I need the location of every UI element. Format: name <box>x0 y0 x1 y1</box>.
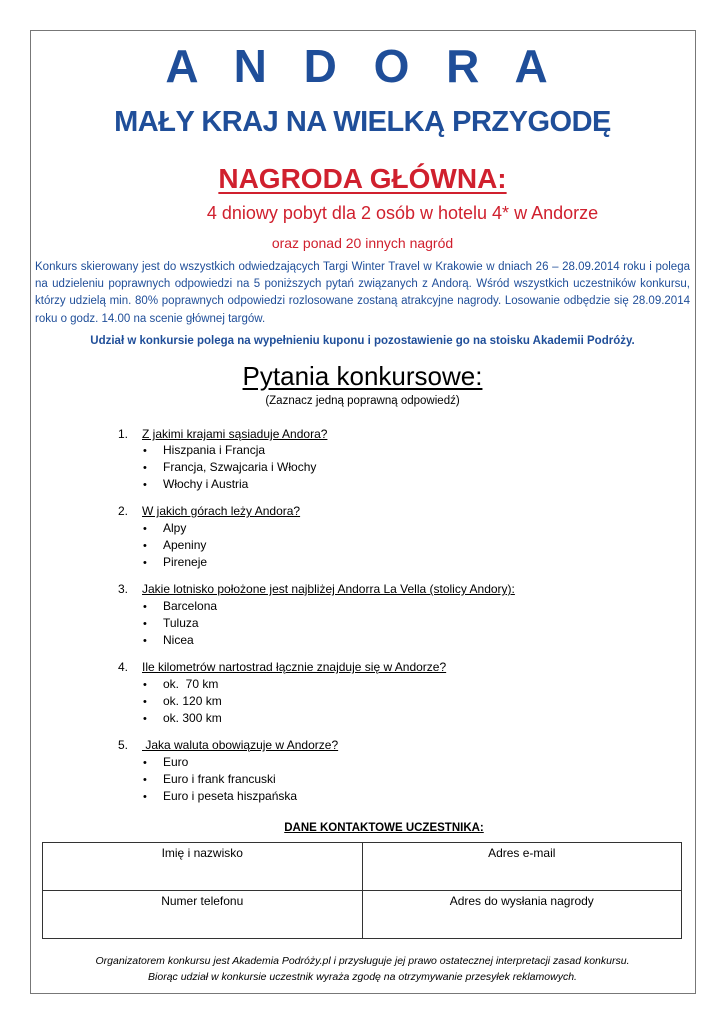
bullet-icon: • <box>143 713 147 725</box>
bullet-icon: • <box>143 791 147 803</box>
answer-text: Euro <box>163 755 189 769</box>
other-prizes: oraz ponad 20 innych nagród <box>271 235 454 251</box>
bullet-icon: • <box>143 601 147 613</box>
footer <box>0 953 725 985</box>
bullet-icon: • <box>143 479 147 491</box>
answer-text: Tuluza <box>163 616 199 630</box>
answer-text: Francja, Szwajcaria i Włochy <box>163 460 317 474</box>
question-number: 5. <box>118 738 129 752</box>
answer-option[interactable] <box>143 554 207 572</box>
quiz-title-text: Pytania konkursowe: <box>242 361 483 391</box>
answer-option[interactable] <box>143 459 316 477</box>
participation-note: Udział w konkursie polega na wypełnieniu kuponu i pozostawienie go na stoisku Akademii Podróży. <box>90 335 635 347</box>
contact-heading: DANE KONTAKTOWE UCZESTNIKA: <box>284 822 484 834</box>
question-text: Jaka waluta obowiązuje w Andorze? <box>142 738 339 752</box>
answer-option[interactable] <box>143 615 199 633</box>
question-text: Jakie lotnisko położone jest najbliżej Andorra La Vella (stolicy Andory): <box>142 582 515 596</box>
phone-field[interactable]: Numer telefonu <box>43 891 363 939</box>
contact-form <box>42 842 682 939</box>
bullet-icon: • <box>143 445 147 457</box>
bullet-icon: • <box>143 757 147 769</box>
question-number: 4. <box>118 660 129 674</box>
answer-option[interactable] <box>143 693 222 711</box>
answer-text: Euro i peseta hiszpańska <box>163 789 298 803</box>
bullet-icon: • <box>143 618 147 630</box>
answer-option[interactable] <box>143 754 188 772</box>
question-text: Z jakimi krajami sąsiaduje Andora? <box>142 427 328 441</box>
footer-organizer: Organizatorem konkursu jest Akademia Podróży.pl i przysługuje jej prawo ostatecznej interpretacji zasad konkursu. <box>95 955 630 967</box>
answer-text: Hiszpania i Francja <box>163 443 266 457</box>
answer-option[interactable] <box>143 710 222 728</box>
bullet-icon: • <box>143 696 147 708</box>
answer-option[interactable] <box>143 476 248 494</box>
answer-text: Nicea <box>163 633 194 647</box>
answer-option[interactable] <box>143 771 276 789</box>
page-title: A N D O R A <box>165 40 560 92</box>
answer-text: Euro i frank francuski <box>163 772 276 786</box>
answer-option[interactable] <box>143 676 218 694</box>
bullet-icon: • <box>143 557 147 569</box>
answer-text: Barcelona <box>163 599 218 613</box>
answer-text: Apeniny <box>163 538 207 552</box>
question-number: 1. <box>118 427 129 441</box>
question-1 <box>118 426 327 443</box>
bullet-icon: • <box>143 635 147 647</box>
email-field[interactable]: Adres e-mail <box>362 843 682 891</box>
question-4 <box>118 659 446 676</box>
answer-text: ok. 70 km <box>163 677 219 691</box>
name-field[interactable]: Imię i nazwisko <box>43 843 363 891</box>
question-text: Ile kilometrów nartostrad łącznie znajduje się w Andorze? <box>142 660 447 674</box>
prize-heading-text: NAGRODA GŁÓWNA: <box>218 163 507 194</box>
bullet-icon: • <box>143 774 147 786</box>
main-prize: 4 dniowy pobyt dla 2 osób w hotelu 4* w Andorze <box>206 203 599 223</box>
question-5 <box>118 737 338 754</box>
page-subtitle: MAŁY KRAJ NA WIELKĄ PRZYGODĘ <box>114 106 611 138</box>
answer-option[interactable] <box>143 632 194 650</box>
answer-option[interactable] <box>143 520 186 538</box>
question-3 <box>118 581 515 598</box>
address-field[interactable]: Adres do wysłania nagrody <box>362 891 682 939</box>
intro-paragraph: Konkurs skierowany jest do wszystkich odwiedzających Targi Winter Travel w Krakowie w dniach 26 – 28.09.2014 roku i polega na udzieleniu poprawnych odpowiedzi na 5 poniższych pytań związanych z Andorą. Wśród wszystkich uczestników konkursu, którzy udzielą min. 80% poprawnych odpowiedzi rozlosowane zostaną atrakcyjne nagrody. Losowanie odbędzie się 28.09.2014 roku o godz. 14.00 na scenie głównej targów. <box>35 261 690 325</box>
question-text: W jakich górach leży Andora? <box>142 504 301 518</box>
bullet-icon: • <box>143 679 147 691</box>
quiz-title <box>0 360 725 392</box>
question-number: 3. <box>118 582 129 596</box>
answer-text: Włochy i Austria <box>163 477 249 491</box>
bullet-icon: • <box>143 523 147 535</box>
answer-option[interactable] <box>143 598 217 616</box>
answer-text: Pireneje <box>163 555 208 569</box>
quiz-hint: (Zaznacz jedną poprawną odpowiedź) <box>265 395 460 407</box>
answer-text: ok. 300 km <box>163 711 222 725</box>
answer-text: Alpy <box>163 521 187 535</box>
answer-text: ok. 120 km <box>163 694 222 708</box>
question-number: 2. <box>118 504 129 518</box>
prize-heading <box>0 162 725 196</box>
answer-option[interactable] <box>143 442 265 460</box>
bullet-icon: • <box>143 462 147 474</box>
bullet-icon: • <box>143 540 147 552</box>
answer-option[interactable] <box>143 788 297 806</box>
question-2 <box>118 503 300 520</box>
footer-consent: Biorąc udział w konkursie uczestnik wyraża zgodę na otrzymywanie przesyłek reklamowych. <box>148 971 577 983</box>
answer-option[interactable] <box>143 537 206 555</box>
